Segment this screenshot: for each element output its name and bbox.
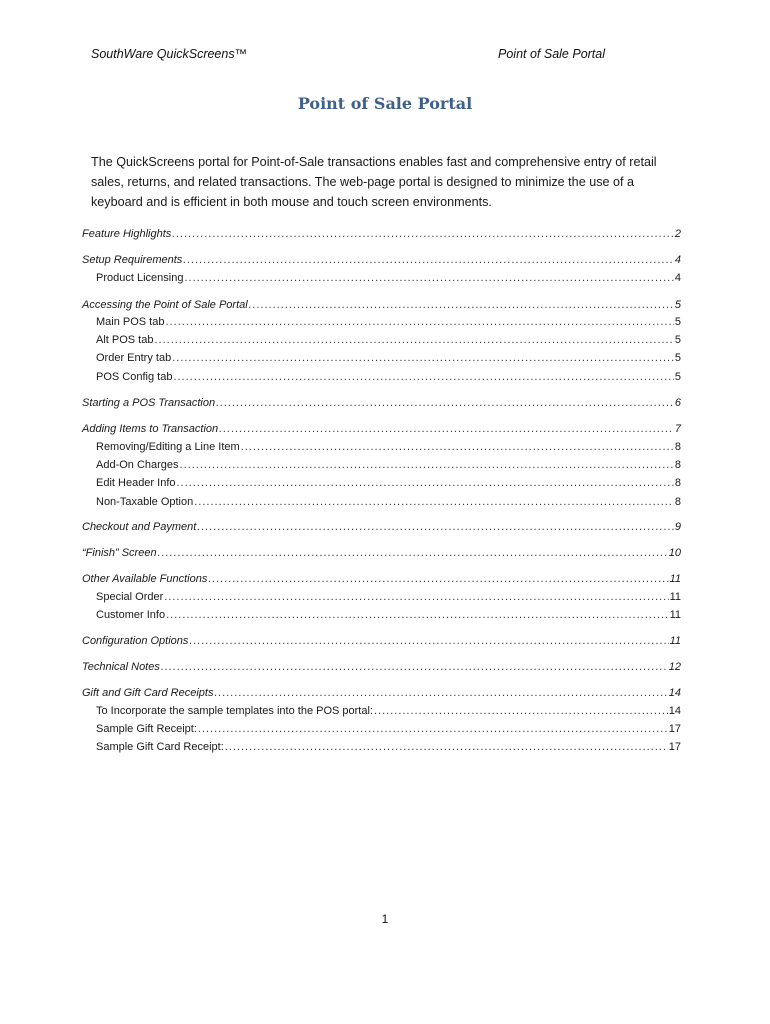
toc-dot-leader (172, 226, 674, 242)
toc-entry-page: 17 (668, 723, 681, 735)
toc-entry[interactable] (96, 739, 681, 755)
toc-entry-page: 14 (668, 687, 681, 699)
toc-entry-page: 5 (674, 334, 681, 346)
toc-entry-label: Sample Gift Card Receipt: (96, 741, 224, 753)
toc-entry[interactable] (82, 395, 681, 411)
toc-entry-label: Other Available Functions (82, 573, 208, 585)
toc-entry-page: 9 (674, 521, 681, 533)
toc-dot-leader (198, 721, 668, 737)
toc-entry-label: Technical Notes (82, 661, 160, 673)
toc-dot-leader (374, 703, 668, 719)
toc-dot-leader (158, 545, 668, 561)
toc-entry[interactable] (82, 519, 681, 535)
toc-entry[interactable] (82, 297, 681, 313)
toc-dot-leader (219, 421, 674, 437)
page-number: 1 (381, 912, 389, 926)
toc-entry-page: 2 (674, 228, 681, 240)
toc-entry[interactable] (82, 226, 681, 242)
toc-dot-leader (241, 439, 674, 455)
toc-entry-page: 11 (669, 609, 681, 621)
page-title: Point of Sale Portal (297, 94, 473, 113)
toc-entry-label: Customer Info (96, 609, 166, 621)
toc-entry[interactable] (96, 475, 681, 491)
toc-entry[interactable] (96, 369, 681, 385)
toc-entry[interactable] (96, 721, 681, 737)
toc-entry-page: 11 (669, 635, 681, 647)
toc-entry[interactable] (82, 421, 681, 437)
toc-entry[interactable] (96, 589, 681, 605)
toc-dot-leader (189, 633, 668, 649)
toc-entry-label: To Incorporate the sample templates into the POS portal: (96, 705, 373, 717)
toc-entry-page: 8 (674, 477, 681, 489)
running-header-left: SouthWare QuickScreens™ (91, 47, 248, 61)
toc-entry-label: Edit Header Info (96, 477, 176, 489)
toc-entry-page: 7 (674, 423, 681, 435)
toc-dot-leader (173, 369, 673, 385)
toc-entry-label: “Finish” Screen (82, 547, 157, 559)
toc-entry-label: Accessing the Point of Sale Portal (82, 299, 248, 311)
toc-entry-page: 5 (674, 371, 681, 383)
toc-entry-page: 5 (674, 352, 681, 364)
toc-entry-page: 14 (668, 705, 681, 717)
toc-entry[interactable] (96, 350, 681, 366)
toc-entry-page: 4 (674, 254, 681, 266)
toc-entry[interactable] (82, 659, 681, 675)
toc-entry[interactable] (82, 571, 681, 587)
toc-entry-page: 17 (668, 741, 681, 753)
toc-entry-page: 5 (674, 316, 681, 328)
toc-entry-label: Sample Gift Receipt: (96, 723, 197, 735)
toc-dot-leader (184, 270, 673, 286)
toc-dot-leader (249, 297, 674, 313)
toc-entry-page: 8 (674, 459, 681, 471)
toc-entry-label: Gift and Gift Card Receipts (82, 687, 214, 699)
toc-entry-label: Product Licensing (96, 272, 184, 284)
toc-entry-label: Feature Highlights (82, 228, 172, 240)
toc-entry[interactable] (96, 314, 681, 330)
toc-entry[interactable] (96, 703, 681, 719)
toc-entry-label: Alt POS tab (96, 334, 154, 346)
toc-entry-page: 11 (669, 591, 681, 603)
toc-entry-label: Add-On Charges (96, 459, 179, 471)
toc-entry[interactable] (96, 439, 681, 455)
toc-dot-leader (172, 350, 674, 366)
toc-entry-label: Special Order (96, 591, 164, 603)
toc-entry-page: 6 (674, 397, 681, 409)
toc-dot-leader (194, 494, 674, 510)
toc-entry-label: Order Entry tab (96, 352, 172, 364)
toc-dot-leader (216, 395, 674, 411)
toc-entry-label: Removing/Editing a Line Item (96, 441, 240, 453)
toc-dot-leader (166, 607, 668, 623)
toc-entry[interactable] (82, 685, 681, 701)
intro-paragraph: The QuickScreens portal for Point-of-Sale transactions enables fast and comprehensive entry of retail sales, returns, and related transactions. The web-page portal is designed to minimize the use of a keyboard and is efficient in both mouse and touch screen environments. (91, 155, 657, 209)
toc-dot-leader (225, 739, 668, 755)
toc-entry[interactable] (82, 252, 681, 268)
toc-entry[interactable] (96, 457, 681, 473)
toc-entry-page: 8 (674, 496, 681, 508)
toc-entry[interactable] (96, 607, 681, 623)
toc-dot-leader (208, 571, 668, 587)
toc-dot-leader (183, 252, 674, 268)
toc-dot-leader (154, 332, 673, 348)
toc-entry-page: 4 (674, 272, 681, 284)
toc-dot-leader (165, 314, 673, 330)
toc-entry-label: Setup Requirements (82, 254, 183, 266)
toc-dot-leader (197, 519, 674, 535)
toc-dot-leader (164, 589, 668, 605)
toc-dot-leader (180, 457, 674, 473)
toc-entry-label: Non-Taxable Option (96, 496, 194, 508)
toc-entry-label: Checkout and Payment (82, 521, 197, 533)
toc-entry[interactable] (96, 332, 681, 348)
toc-entry[interactable] (96, 270, 681, 286)
toc-entry[interactable] (82, 545, 681, 561)
toc-entry-label: POS Config tab (96, 371, 173, 383)
toc-entry-page: 10 (668, 547, 681, 559)
toc-entry-label: Adding Items to Transaction (82, 423, 219, 435)
toc-entry-page: 12 (668, 661, 681, 673)
toc-entry[interactable] (82, 633, 681, 649)
toc-entry-label: Main POS tab (96, 316, 165, 328)
toc-entry-page: 5 (674, 299, 681, 311)
running-header-right: Point of Sale Portal (498, 47, 606, 61)
toc-dot-leader (177, 475, 674, 491)
toc-dot-leader (161, 659, 668, 675)
toc-entry-label: Starting a POS Transaction (82, 397, 216, 409)
toc-entry-label: Configuration Options (82, 635, 189, 647)
toc-entry-page: 11 (669, 573, 681, 585)
toc-dot-leader (214, 685, 667, 701)
toc-entry-page: 8 (674, 441, 681, 453)
toc-entry[interactable] (96, 494, 681, 510)
